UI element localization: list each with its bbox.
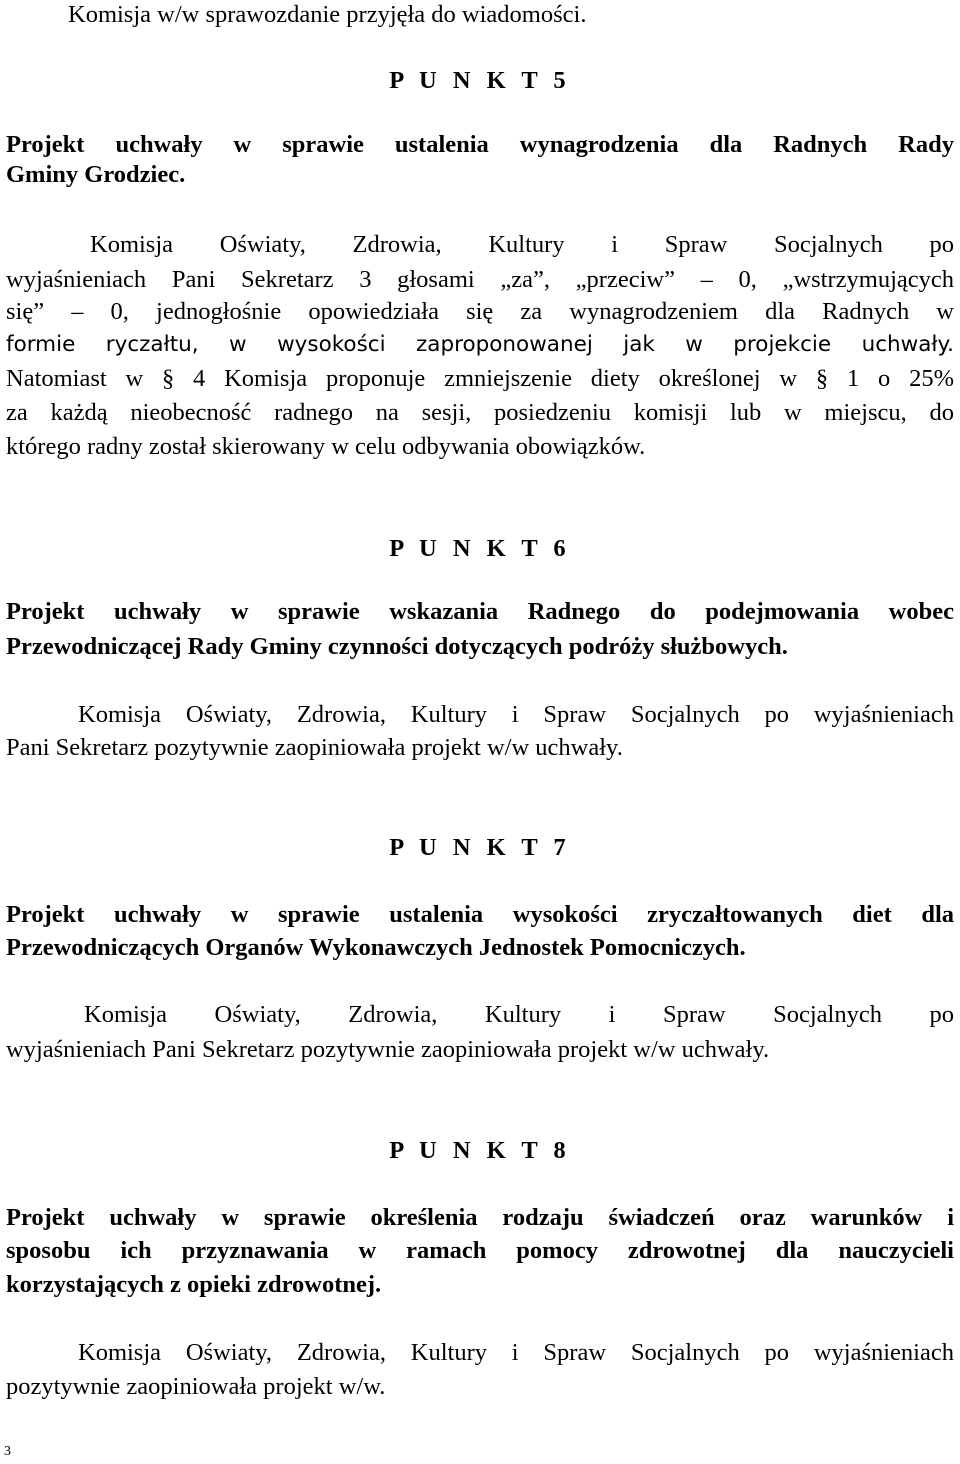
section-6-body-line-2: Pani Sekretarz pozytywnie zaopiniowała projekt w/w uchwały. bbox=[6, 734, 623, 761]
section-heading-punkt-5: P U N K T 5 bbox=[389, 67, 571, 94]
section-8-title-line-3: korzystających z opieki zdrowotnej. bbox=[6, 1271, 382, 1298]
section-6-title-line-2: Przewodniczącej Rady Gminy czynności dotyczących podróży służbowych. bbox=[6, 633, 788, 660]
section-5-body-line-4: formie ryczałtu, w wysokości zaproponowanej jak w projekcie uchwały. bbox=[6, 332, 954, 357]
section-8-title-line-1: Projekt uchwały w sprawie określenia rodzaju świadczeń oraz warunków i bbox=[6, 1204, 954, 1231]
section-heading-punkt-7: P U N K T 7 bbox=[389, 834, 571, 861]
section-heading-punkt-6: P U N K T 6 bbox=[389, 535, 571, 562]
section-8-title-line-2: sposobu ich przyznawania w ramach pomocy zdrowotnej dla nauczycieli bbox=[6, 1237, 954, 1264]
section-5-body-line-5: Natomiast w § 4 Komisja proponuje zmniejszenie diety określonej w § 1 o 25% bbox=[6, 365, 954, 392]
section-5-title-line-2: Gminy Grodziec. bbox=[6, 161, 186, 188]
section-5-title-line-1: Projekt uchwały w sprawie ustalenia wynagrodzenia dla Radnych Rady bbox=[6, 131, 954, 158]
section-8-body-line-1: Komisja Oświaty, Zdrowia, Kultury i Spraw Socjalnych po wyjaśnieniach bbox=[78, 1339, 954, 1366]
section-7-title-line-1: Projekt uchwały w sprawie ustalenia wysokości zryczałtowanych diet dla bbox=[6, 901, 954, 928]
section-7-body-line-2: wyjaśnieniach Pani Sekretarz pozytywnie zaopiniowała projekt w/w uchwały. bbox=[6, 1036, 770, 1063]
section-7-title-line-2: Przewodniczących Organów Wykonawczych Jednostek Pomocniczych. bbox=[6, 934, 746, 961]
section-heading-punkt-8: P U N K T 8 bbox=[389, 1137, 571, 1164]
page-number: 3 bbox=[4, 1444, 11, 1459]
section-6-title-line-1: Projekt uchwały w sprawie wskazania Radnego do podejmowania wobec bbox=[6, 598, 954, 625]
section-5-body-line-7: którego radny został skierowany w celu odbywania obowiązków. bbox=[6, 433, 646, 460]
section-5-body-line-2: wyjaśnieniach Pani Sekretarz 3 głosami „za”, „przeciw” – 0, „wstrzymujących bbox=[6, 266, 954, 293]
section-7-body-line-1: Komisja Oświaty, Zdrowia, Kultury i Spraw Socjalnych po bbox=[84, 1001, 954, 1028]
section-5-body-line-6: za każdą nieobecność radnego na sesji, posiedzeniu komisji lub w miejscu, do bbox=[6, 399, 954, 426]
intro-line: Komisja w/w sprawozdanie przyjęła do wiadomości. bbox=[68, 1, 587, 28]
section-6-body-line-1: Komisja Oświaty, Zdrowia, Kultury i Spraw Socjalnych po wyjaśnieniach bbox=[78, 701, 954, 728]
section-5-body-line-1: Komisja Oświaty, Zdrowia, Kultury i Spraw Socjalnych po bbox=[90, 231, 954, 258]
section-5-body-line-3: się” – 0, jednogłośnie opowiedziała się za wynagrodzeniem dla Radnych w bbox=[6, 298, 954, 325]
section-8-body-line-2: pozytywnie zaopiniowała projekt w/w. bbox=[6, 1373, 386, 1400]
